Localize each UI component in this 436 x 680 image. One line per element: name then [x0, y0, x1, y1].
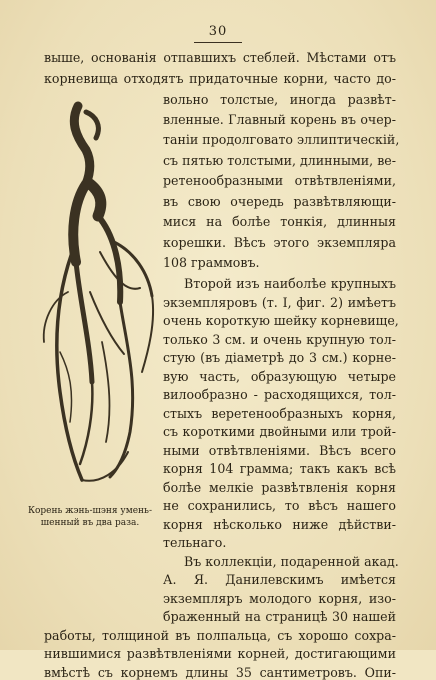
text-line: стую (въ діаметрѣ до 3 см.) корне- [163, 350, 396, 365]
text-line: вольно толстые, иногда развѣт- [163, 92, 396, 107]
text-line: работы, толщиной въ полпальца, съ хорошо сохра- [44, 627, 396, 643]
page-number: 30 [208, 24, 228, 39]
header-rule [194, 42, 242, 43]
text-line: мися на болѣе тонкія, длинныя [163, 214, 396, 229]
text-line: корня нѣсколько ниже дѣйстви- [163, 516, 396, 532]
text-line: выше, основанія отпавшихъ стеблей. Мѣстами отъ [44, 50, 396, 65]
text-line: 108 граммовъ. [163, 255, 260, 270]
text-line: экземпляровъ (т. I, фиг. 2) имѣетъ [163, 294, 396, 310]
text-line: не сохранились, то вѣсъ нашего [163, 498, 396, 513]
text-line: Второй изъ наиболѣе крупныхъ [184, 276, 396, 291]
text-line: тельнаго. [163, 535, 227, 550]
text-line: вилообразно - расходящихся, тол- [163, 387, 396, 402]
text-line: А. Я. Данилевскимъ имѣется [163, 572, 396, 587]
text-line: вмѣстѣ съ корнемъ длины 35 сантиметровъ. Опи- [44, 664, 396, 680]
text-line: очень короткую шейку корневище, [163, 313, 399, 328]
text-line: стыхъ веретенообразныхъ корня, [163, 405, 396, 421]
text-line: Въ коллекціи, подаренной акад. [184, 553, 399, 569]
text-line: ными отвѣтвленіями. Вѣсъ всего [163, 442, 396, 458]
text-line: только 3 см. и очень крупную тол- [163, 331, 396, 347]
text-line: болѣе мелкіе развѣтвленія корня [163, 479, 396, 495]
text-line: ретенообразными отвѣтвленіями, [163, 173, 396, 188]
text-line: браженный на страницѣ 30 нашей [163, 609, 396, 624]
ginseng-root-illustration [30, 92, 165, 492]
figure-caption [20, 505, 160, 529]
caption-line: шенный въ два раза. [40, 518, 140, 528]
text-line: съ короткими двойными или трой- [163, 424, 396, 439]
text-line: въ свою очередь развѣтвляющи- [163, 194, 396, 209]
text-line: вую часть, образующую четыре [163, 368, 396, 384]
text-line: нившимися развѣтвленіями корней, достигающими [44, 646, 396, 661]
text-line: съ пятью толстыми, длинными, ве- [163, 153, 396, 168]
text-line: экземпляръ молодого корня, изо- [163, 590, 396, 606]
caption-line: Корень жэнь-шэня умень- [28, 506, 152, 516]
text-line: корневища отходятъ придаточные корни, часто до- [44, 71, 396, 86]
text-line: корня 104 грамма; такъ какъ всѣ [163, 461, 396, 476]
text-line: вленные. Главный корень въ очер- [163, 112, 396, 127]
text-line: таніи продолговато эллиптическій, [163, 132, 400, 147]
text-line: корешки. Вѣсъ этого экземпляра [163, 235, 396, 250]
